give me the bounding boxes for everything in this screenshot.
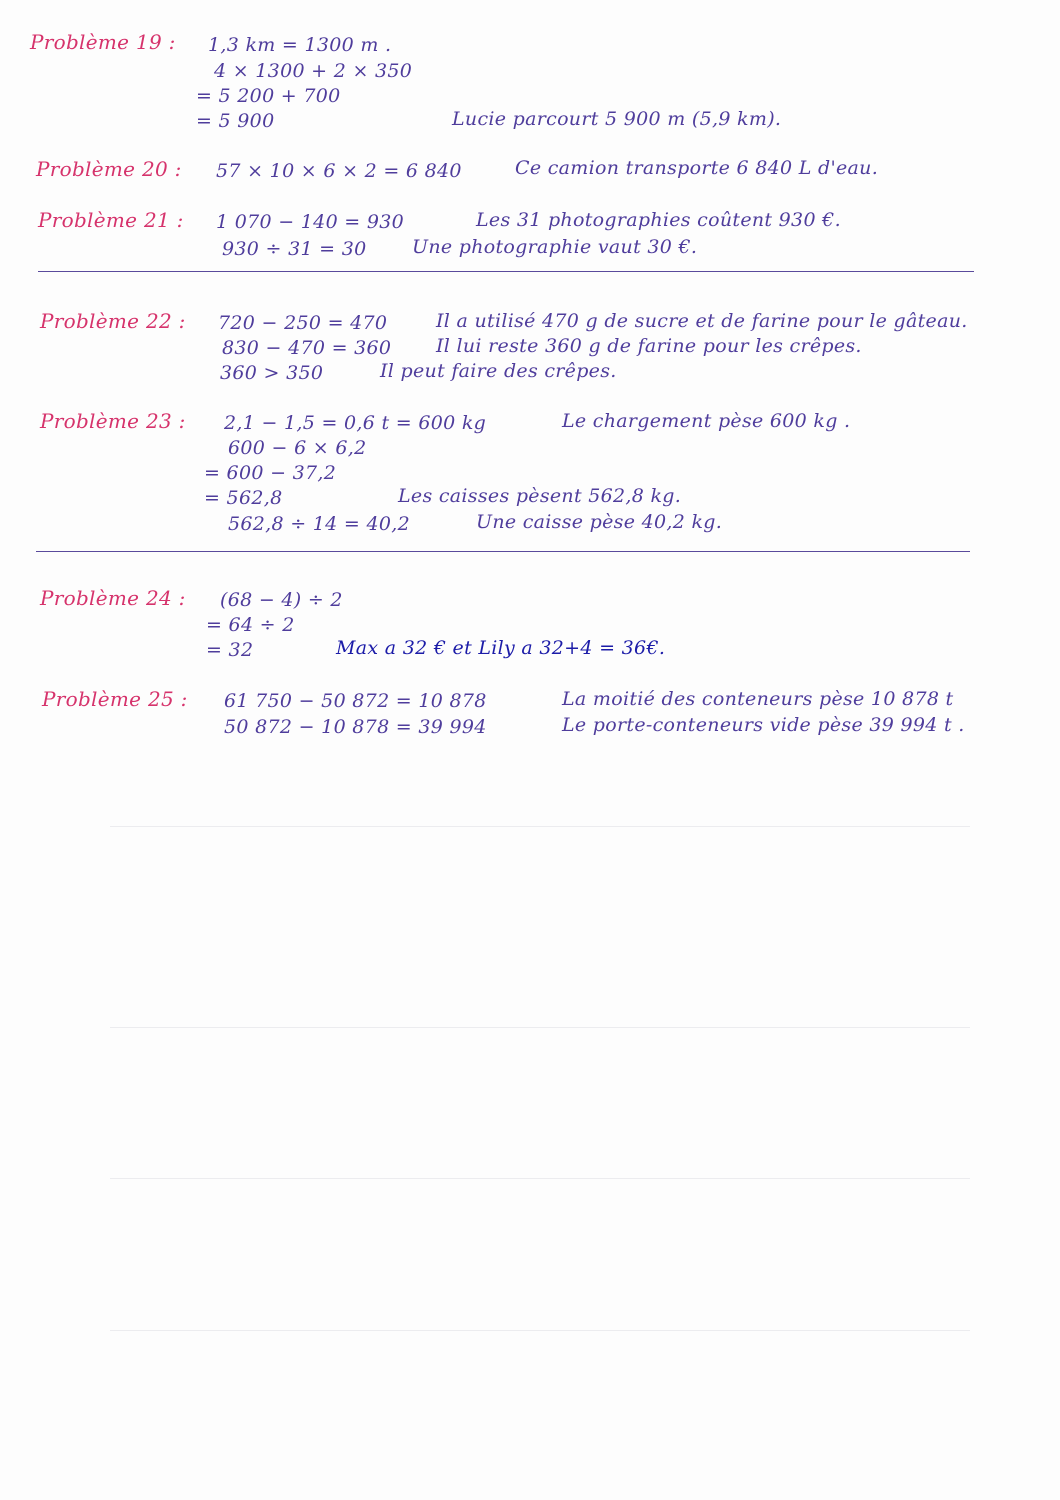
problem-21-line-2: 930 ÷ 31 = 30 [222,238,367,260]
problem-21-answer-2: Une photographie vaut 30 €. [412,236,698,258]
problem-19-line-2: 4 × 1300 + 2 × 350 [214,60,413,82]
show-through-line [110,1178,970,1179]
problem-22-answer-2: Il lui reste 360 g de farine pour les crêpes. [436,335,862,357]
problem-23-line-2: 600 − 6 × 6,2 [228,437,367,459]
problem-20-line-1: 57 × 10 × 6 × 2 = 6 840 [216,160,462,182]
problem-24-label: Problème 24 : [40,586,186,610]
problem-19-answer: Lucie parcourt 5 900 m (5,9 km). [452,108,782,130]
problem-23-line-5: 562,8 ÷ 14 = 40,2 [228,513,410,535]
problem-25-answer-2: Le porte-conteneurs vide pèse 39 994 t . [562,714,965,736]
problem-21-answer-1: Les 31 photographies coûtent 930 €. [476,209,841,231]
problem-23-answer-3: Une caisse pèse 40,2 kg. [476,511,723,533]
problem-22-line-1: 720 − 250 = 470 [218,312,388,334]
problem-21-line-1: 1 070 − 140 = 930 [216,211,405,233]
problem-22-answer-3: Il peut faire des crêpes. [380,360,617,382]
problem-24-line-2: = 64 ÷ 2 [206,614,295,636]
problem-24-answer: Max a 32 € et Lily a 32+4 = 36€. [336,637,666,659]
problem-23-answer-1: Le chargement pèse 600 kg . [562,410,851,432]
problem-19-line-1: 1,3 km = 1300 m . [208,34,392,56]
show-through-line [110,826,970,827]
problem-23-line-4: = 562,8 [204,487,283,509]
problem-20-label: Problème 20 : [36,157,182,181]
problem-21-label: Problème 21 : [38,208,184,232]
problem-23-line-3: = 600 − 37,2 [204,462,337,484]
section-divider [38,271,974,272]
problem-19-line-4: = 5 900 [196,110,275,132]
problem-22-line-3: 360 > 350 [220,362,324,384]
problem-23-line-1: 2,1 − 1,5 = 0,6 t = 600 kg [224,412,487,434]
problem-22-answer-1: Il a utilisé 470 g de sucre et de farine pour le gâteau. [436,310,968,332]
problem-19-label: Problème 19 : [30,30,176,54]
problem-25-line-1: 61 750 − 50 872 = 10 878 [224,690,487,712]
problem-22-line-2: 830 − 470 = 360 [222,337,392,359]
problem-25-line-2: 50 872 − 10 878 = 39 994 [224,716,487,738]
problem-23-answer-2: Les caisses pèsent 562,8 kg. [398,485,682,507]
show-through-line [110,1027,970,1028]
problem-20-answer: Ce camion transporte 6 840 L d'eau. [515,157,879,179]
problem-23-label: Problème 23 : [40,409,186,433]
problem-19-line-3: = 5 200 + 700 [196,85,341,107]
problem-25-answer-1: La moitié des conteneurs pèse 10 878 t [562,688,954,710]
show-through-line [110,1330,970,1331]
section-divider [36,551,970,552]
problem-24-line-1: (68 − 4) ÷ 2 [220,589,343,611]
problem-24-line-3: = 32 [206,639,254,661]
problem-22-label: Problème 22 : [40,309,186,333]
problem-25-label: Problème 25 : [42,687,188,711]
